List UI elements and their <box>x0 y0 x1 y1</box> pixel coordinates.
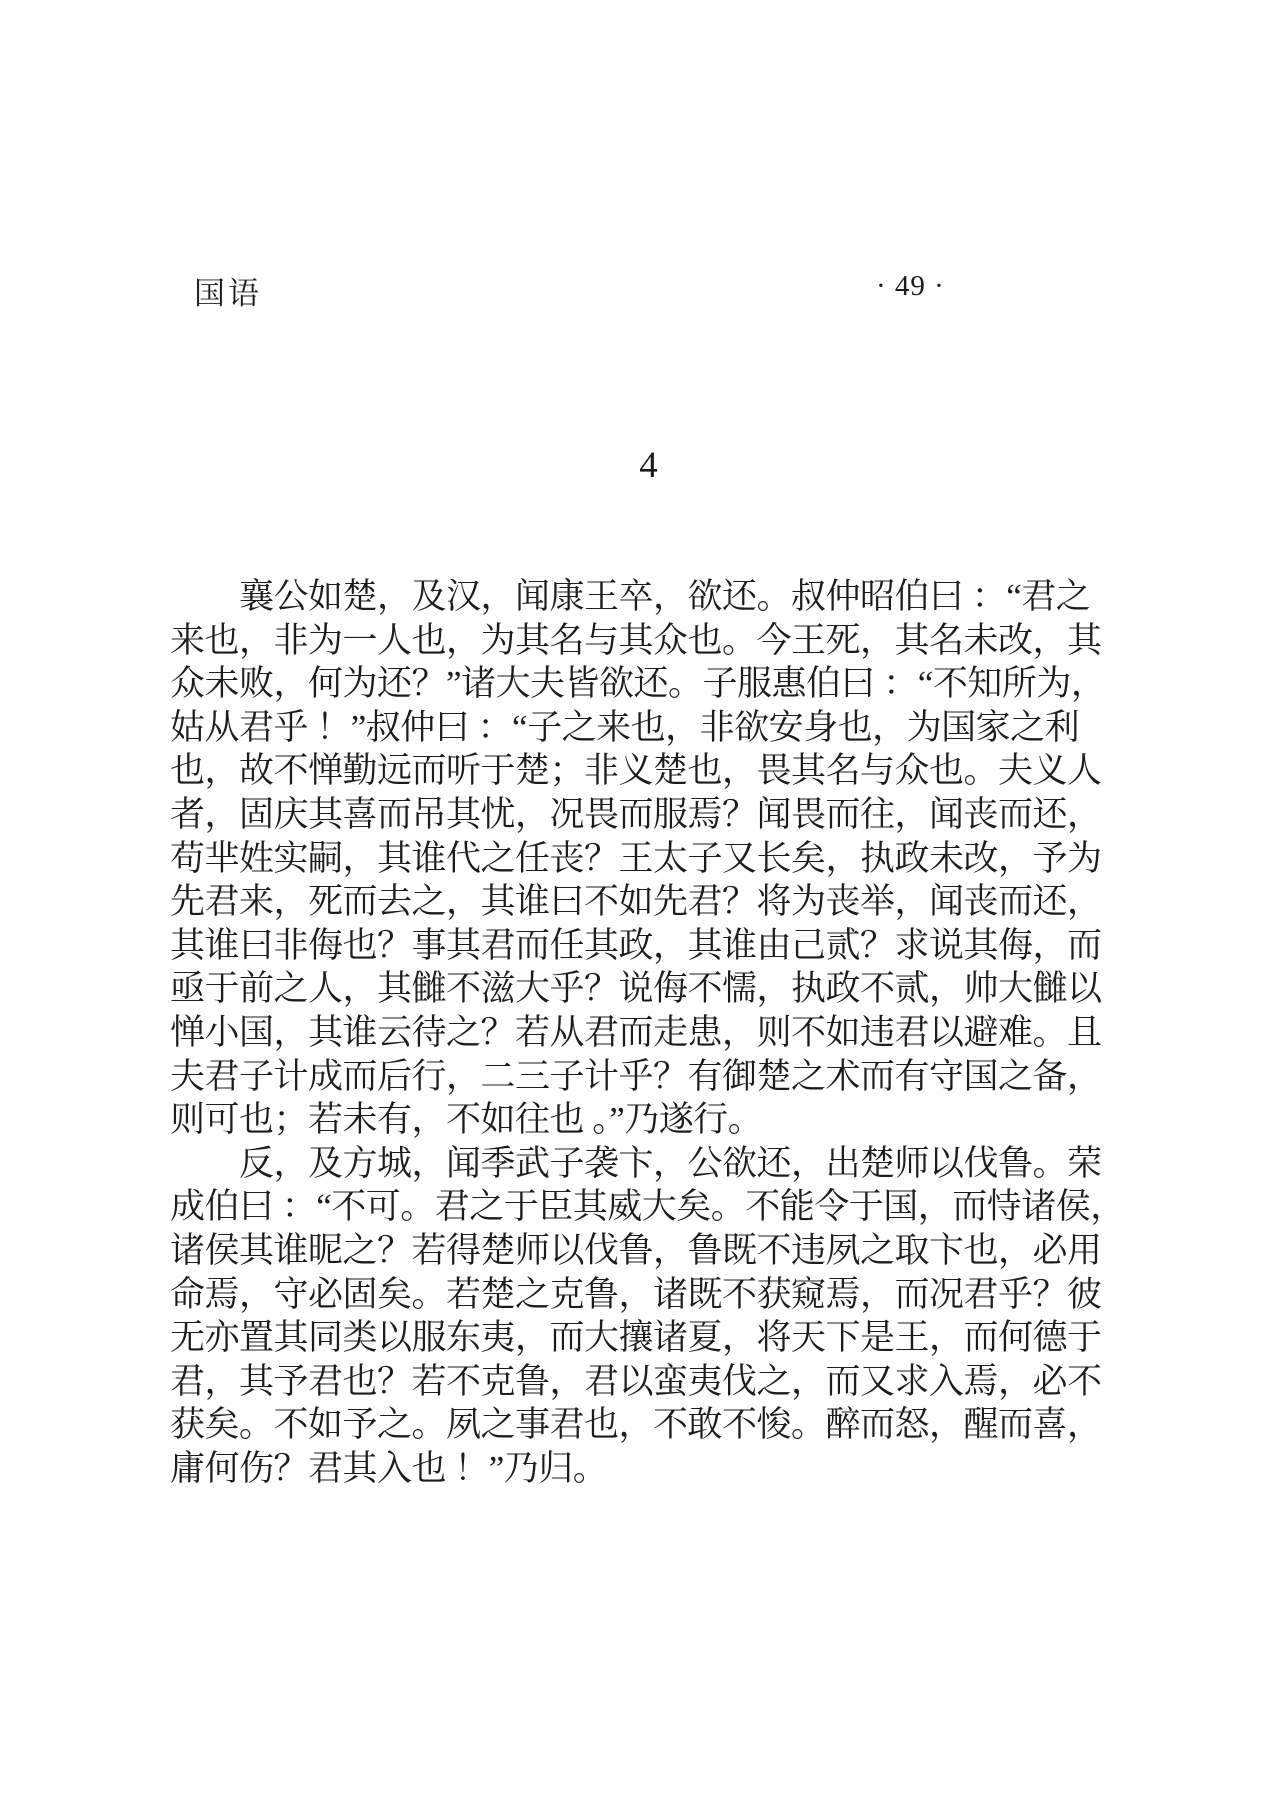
text-line: 苟芈姓实嗣，其谁代之任丧？王太子又长矣，执政未改，予为 <box>170 838 1102 878</box>
text-line: 反，及方城，闻季武子袭卞，公欲还，出楚师以伐鲁。荣 <box>170 1143 1102 1183</box>
text-line: 姑从君乎 ！”叔仲曰 ：“子之来也，非欲安身也，为国家之利 <box>170 707 1080 747</box>
text-line: 也，故不惮勤远而听于楚；非义楚也，畏其名与众也。夫义人 <box>170 751 1102 791</box>
text-line: 众未败，何为还？”诸大夫皆欲还。子服惠伯曰 ：“不知所为， <box>170 664 1106 704</box>
text-line: 诸侯其谁昵之？若得楚师以伐鲁，鲁既不违夙之取卞也，必用 <box>170 1230 1102 1270</box>
text-line: 无亦置其同类以服东夷，而大攘诸夏，将天下是王，而何德于 <box>170 1318 1102 1358</box>
section-number: 4 <box>639 445 658 486</box>
text-line: 亟于前之人，其雠不滋大乎？说侮不懦，执政不贰，帅大雠以 <box>170 969 1102 1009</box>
text-line: 襄公如楚，及汉，闻康王卒，欲还。叔仲昭伯曰 ：“君之 <box>170 577 1091 616</box>
text-line: 则可也；若未有，不如往也 。”乃遂行。 <box>170 1100 763 1140</box>
text-line: 来也，非为一人也，为其名与其众也。今王死，其名未改，其 <box>170 620 1102 660</box>
text-line: 夫君子计成而后行，二三子计乎？有御楚之术而有守国之备， <box>170 1056 1102 1096</box>
text-line: 惮小国，其谁云待之？若从君而走患，则不如违君以避难。且 <box>170 1012 1102 1052</box>
text-line: 者，固庆其喜而吊其忧，况畏而服焉？闻畏而往，闻丧而还， <box>170 794 1102 834</box>
text-line: 先君来，死而去之，其谁曰不如先君？将为丧举，闻丧而还， <box>170 882 1102 922</box>
body-text <box>170 575 1130 1490</box>
text-line: 成伯曰 ：“不可。君之于臣其威大矣。不能令于国，而恃诸侯， <box>170 1187 1125 1227</box>
text-line: 命焉，守必固矣。若楚之克鲁，诸既不获窥焉，而况君乎？彼 <box>170 1274 1102 1314</box>
text-line: 庸何伤？君其入也 ！”乃归。 <box>170 1448 608 1488</box>
text-line: 获矣。不如予之。夙之事君也，不敢不悛。醉而怒，醒而喜， <box>170 1405 1102 1445</box>
text-line: 君，其予君也？若不克鲁，君以蛮夷伐之，而又求入焉，必不 <box>170 1361 1102 1401</box>
text-line: 其谁曰非侮也？事其君而任其政，其谁由己贰？求说其侮，而 <box>170 925 1102 965</box>
page-number: · 49 · <box>876 270 945 302</box>
running-title: 国语 <box>194 276 262 311</box>
